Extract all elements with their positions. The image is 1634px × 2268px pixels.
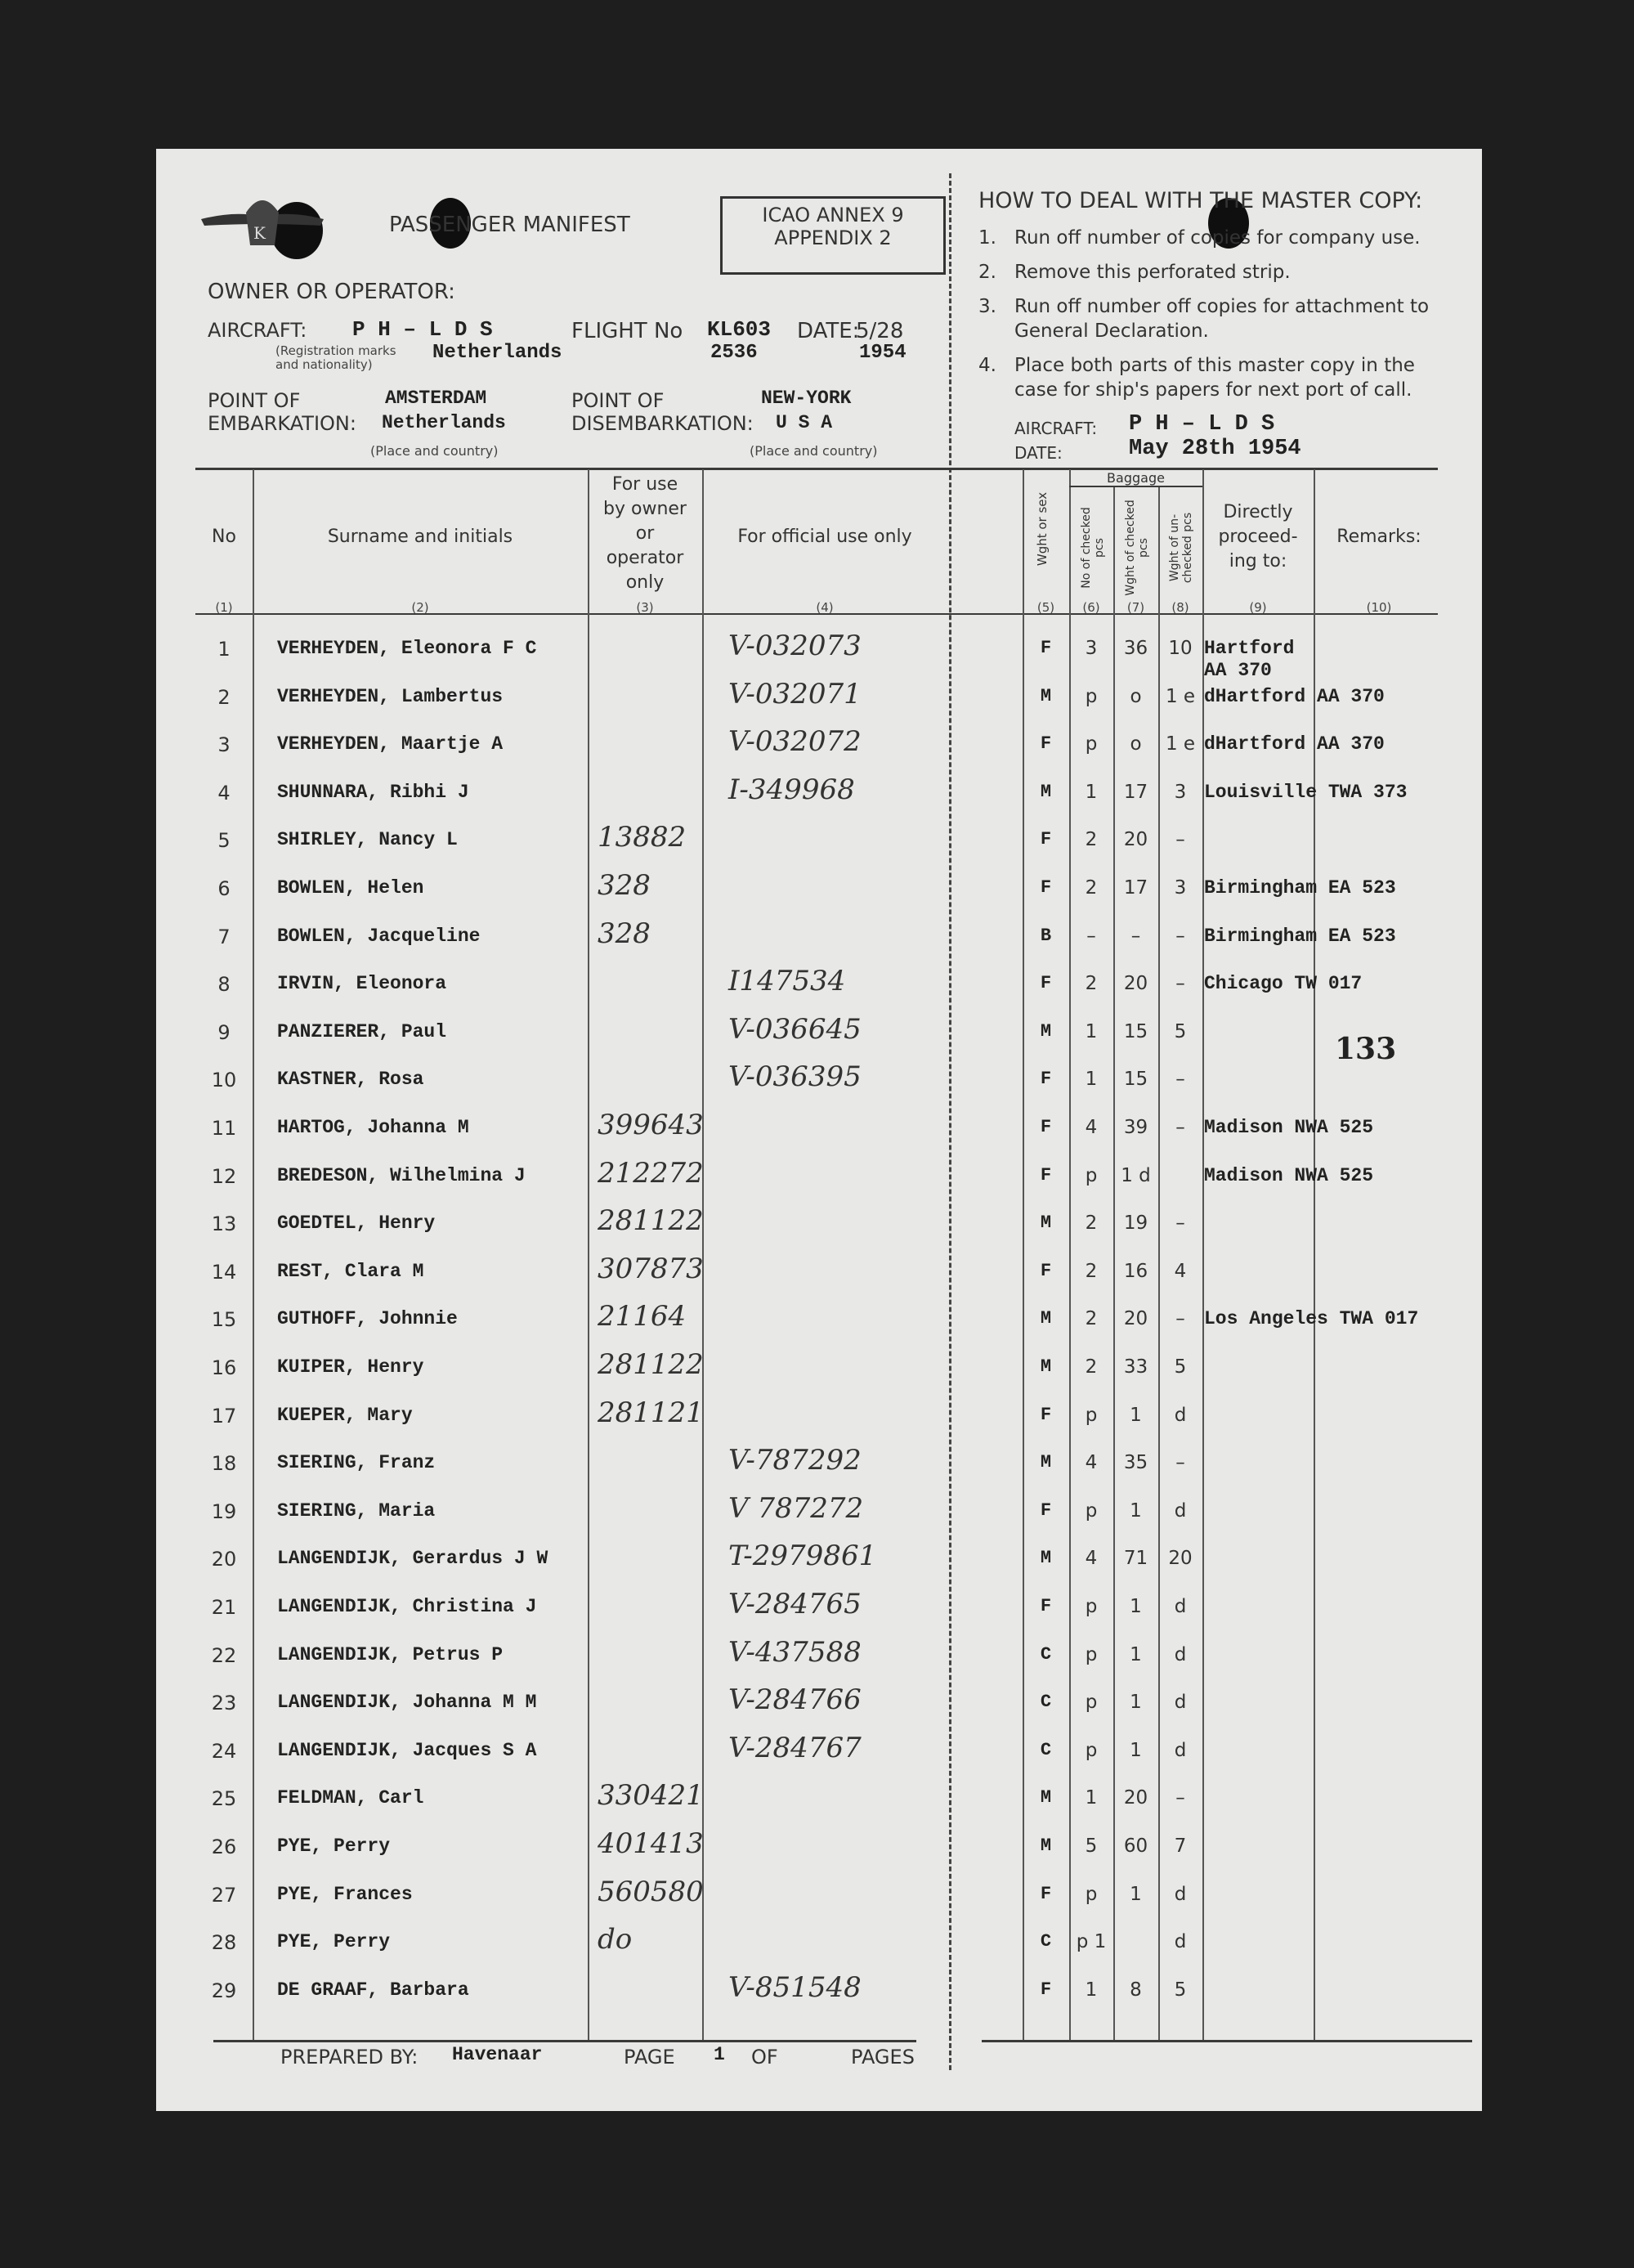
checked-weight: 1	[1130, 1739, 1142, 1761]
row-number: 13	[211, 1212, 237, 1236]
checked-pieces: p	[1085, 1404, 1098, 1426]
column-index: (6)	[1082, 600, 1100, 615]
checked-weight: 60	[1123, 1835, 1148, 1857]
checked-pieces: p 1	[1076, 1931, 1107, 1953]
row-number: 3	[217, 733, 231, 757]
unchecked-weight: d	[1174, 1643, 1187, 1665]
destination: Chicago TW 017	[1204, 973, 1363, 995]
unchecked-weight: d	[1174, 1883, 1187, 1905]
passenger-sex: F	[1040, 1260, 1052, 1281]
unchecked-weight: 10	[1168, 638, 1193, 659]
page-value: 1	[714, 2044, 725, 2065]
unchecked-weight: 5	[1174, 1979, 1187, 2001]
perforated-strip	[949, 173, 951, 2070]
passenger-sex: F	[1040, 1404, 1052, 1425]
owner-number: 281122	[598, 1348, 704, 1381]
disembark-country: U S A	[776, 412, 833, 433]
embark-country: Netherlands	[382, 412, 506, 433]
checked-weight: 1	[1130, 1596, 1142, 1617]
instructions-aircraft-label: AIRCRAFT:	[1014, 419, 1098, 438]
column-index: (8)	[1171, 600, 1189, 615]
unchecked-weight: 20	[1168, 1548, 1193, 1570]
checked-weight: 33	[1123, 1356, 1148, 1378]
row-number: 27	[211, 1883, 237, 1907]
prepared-label: PREPARED BY:	[280, 2046, 419, 2069]
row-number: 28	[211, 1931, 237, 1955]
checked-pieces: 1	[1085, 1787, 1098, 1809]
header-sex: Wght or sex	[1035, 491, 1050, 567]
passenger-name: KUEPER, Mary	[277, 1404, 413, 1426]
row-number: 12	[211, 1164, 237, 1188]
passenger-name: PYE, Frances	[277, 1883, 413, 1905]
instruction-text: case for ship's papers for next port of call.	[1014, 379, 1412, 401]
instructions-date-value: May 28th 1954	[1129, 437, 1301, 461]
unchecked-weight: –	[1175, 1308, 1185, 1330]
header-owner-line: or	[635, 523, 655, 544]
checked-weight: o	[1130, 733, 1142, 755]
unchecked-weight: –	[1175, 1117, 1185, 1138]
checked-pieces: p	[1085, 685, 1098, 707]
passenger-name: GUTHOFF, Johnnie	[277, 1308, 458, 1330]
checked-pieces: 2	[1085, 1260, 1098, 1282]
instruction-num: 4.	[978, 355, 996, 376]
row-number: 16	[211, 1356, 237, 1379]
checked-pieces: p	[1085, 1739, 1098, 1761]
official-number: V 787272	[728, 1491, 864, 1525]
checked-pieces: 2	[1085, 1356, 1098, 1378]
checked-pieces: 4	[1085, 1452, 1098, 1474]
official-number: V-437588	[728, 1635, 862, 1669]
passenger-name: VERHEYDEN, Lambertus	[277, 685, 504, 707]
header-official: For official use only	[737, 527, 912, 547]
table-top-rule	[195, 468, 1438, 470]
instruction-text: General Declaration.	[1014, 320, 1209, 342]
passenger-name: LANGENDIJK, Jacques S A	[277, 1739, 537, 1761]
unchecked-weight: –	[1175, 1452, 1185, 1474]
table-bottom-rule-right	[982, 2040, 1472, 2042]
unchecked-weight: d	[1174, 1596, 1187, 1617]
passenger-sex: F	[1040, 1117, 1052, 1137]
checked-pieces: 2	[1085, 877, 1098, 899]
row-number: 4	[217, 781, 231, 805]
destination: Los Angeles TWA 017	[1204, 1308, 1419, 1330]
annex-line1: ICAO ANNEX 9	[762, 204, 904, 226]
flight-value2: 2536	[710, 342, 758, 364]
checked-weight: 35	[1123, 1452, 1148, 1474]
unchecked-weight: –	[1175, 1069, 1185, 1091]
owner-number: 281122	[598, 1204, 704, 1238]
checked-pieces: 3	[1085, 638, 1098, 659]
instruction-num: 2.	[978, 262, 996, 283]
passenger-name: VERHEYDEN, Maartje A	[277, 733, 504, 755]
checked-weight: 20	[1123, 829, 1148, 851]
checked-pieces: p	[1085, 1499, 1098, 1522]
column-index: (4)	[816, 600, 834, 615]
owner-number: do	[598, 1923, 633, 1956]
owner-number: 560580	[598, 1875, 704, 1908]
svg-text:K: K	[253, 223, 266, 243]
passenger-sex: C	[1040, 1739, 1052, 1760]
row-number: 6	[217, 877, 231, 900]
destination: Birmingham EA 523	[1204, 925, 1396, 947]
column-index: (3)	[636, 600, 654, 615]
unchecked-weight: –	[1175, 1212, 1185, 1235]
row-number: 26	[211, 1835, 237, 1858]
row-number: 2	[217, 685, 231, 709]
passenger-sex: M	[1040, 1212, 1052, 1234]
passenger-name: SHUNNARA, Ribhi J	[277, 781, 469, 803]
embark-label1: POINT OF	[208, 389, 301, 412]
owner-number: 399643	[598, 1109, 704, 1141]
column-index: (2)	[411, 600, 429, 615]
destination: Madison NWA 525	[1204, 1164, 1374, 1186]
column-index: (7)	[1126, 600, 1145, 615]
instructions-heading: HOW TO DEAL WITH THE MASTER COPY:	[978, 188, 1423, 213]
disembark-label2: DISEMBARKATION:	[571, 412, 754, 435]
row-number: 22	[211, 1643, 237, 1667]
checked-pieces: p	[1085, 1883, 1098, 1905]
passenger-name: GOEDTEL, Henry	[277, 1212, 436, 1235]
owner-number: 307873	[598, 1252, 704, 1285]
checked-weight: 1	[1130, 1883, 1142, 1905]
unchecked-weight: d	[1174, 1404, 1187, 1426]
registration-note2: and nationality)	[275, 357, 373, 372]
unchecked-weight: d	[1174, 1692, 1187, 1714]
aircraft-value: P H – L D S	[352, 317, 493, 342]
header-owner-line: For use	[611, 474, 678, 495]
row-number: 5	[217, 829, 231, 853]
passenger-sex: M	[1040, 1787, 1052, 1809]
airline-logo	[201, 188, 324, 253]
row-number: 21	[211, 1596, 237, 1619]
official-number: V-284767	[728, 1731, 862, 1764]
unchecked-weight: –	[1175, 925, 1185, 947]
place-country-note: (Place and country)	[370, 443, 499, 459]
prepared-value: Havenaar	[452, 2044, 543, 2065]
passenger-sex: M	[1040, 1020, 1052, 1042]
checked-weight: 19	[1123, 1212, 1148, 1235]
header-no: No	[212, 527, 236, 547]
icao-annex-box	[720, 196, 946, 275]
unchecked-weight: 5	[1174, 1020, 1187, 1042]
official-number: I-349968	[728, 773, 855, 806]
row-number: 8	[217, 973, 231, 997]
row-number: 11	[211, 1117, 237, 1140]
checked-pieces: 1	[1085, 1069, 1098, 1091]
checked-weight: 17	[1123, 877, 1148, 899]
passenger-name: REST, Clara M	[277, 1260, 424, 1282]
owner-number: 281121	[598, 1396, 704, 1429]
of-label: OF	[751, 2046, 778, 2069]
passenger-sex: F	[1040, 1596, 1052, 1616]
instruction-text: Remove this perforated strip.	[1014, 262, 1291, 283]
owner-number: 212272	[598, 1156, 704, 1190]
unchecked-weight: 5	[1174, 1356, 1187, 1378]
column-index: (9)	[1249, 600, 1267, 615]
disembark-label1: POINT OF	[571, 389, 665, 412]
column-index: (1)	[215, 600, 233, 615]
checked-pieces: 2	[1085, 973, 1098, 995]
destination: Madison NWA 525	[1204, 1117, 1374, 1138]
passenger-name: HARTOG, Johanna M	[277, 1117, 469, 1138]
row-number: 23	[211, 1692, 237, 1715]
checked-weight: o	[1130, 685, 1142, 707]
passenger-name: PYE, Perry	[277, 1931, 391, 1953]
passenger-sex: M	[1040, 1835, 1052, 1856]
owner-number: 401413	[598, 1827, 704, 1860]
official-number: V-032071	[728, 677, 862, 710]
flight-value: KL603	[707, 317, 772, 342]
row-number: 15	[211, 1308, 237, 1332]
checked-pieces: p	[1085, 1692, 1098, 1714]
instruction-num: 3.	[978, 296, 996, 317]
checked-weight: 71	[1123, 1548, 1148, 1570]
checked-pieces: 2	[1085, 1212, 1098, 1235]
checked-pieces: 1	[1085, 1979, 1098, 2001]
checked-pieces: p	[1085, 733, 1098, 755]
passenger-sex: M	[1040, 1548, 1052, 1569]
checked-weight: 1	[1130, 1404, 1142, 1426]
unchecked-weight: –	[1175, 973, 1185, 995]
passenger-sex: M	[1040, 1308, 1052, 1329]
official-number: V-032073	[728, 630, 862, 662]
owner-number: 330421	[598, 1779, 704, 1813]
passenger-name: IRVIN, Eleonora	[277, 973, 447, 995]
passenger-name: VERHEYDEN, Eleonora F C	[277, 638, 537, 659]
checked-pieces: 4	[1085, 1548, 1098, 1570]
header-proceeding-line: proceed-	[1218, 527, 1298, 547]
passenger-name: BOWLEN, Jacqueline	[277, 925, 481, 947]
passenger-sex: F	[1040, 638, 1052, 658]
official-number: V-036395	[728, 1060, 862, 1094]
checked-pieces: p	[1085, 1164, 1098, 1186]
row-number: 14	[211, 1260, 237, 1284]
passenger-name: PYE, Perry	[277, 1835, 391, 1857]
passenger-name: KASTNER, Rosa	[277, 1069, 424, 1091]
checked-weight: 1 d	[1121, 1164, 1151, 1186]
instruction-num: 1.	[978, 227, 996, 249]
destination: Louisville TWA 373	[1204, 781, 1408, 803]
official-number: T-2979861	[728, 1540, 877, 1573]
passenger-name: DE GRAAF, Barbara	[277, 1979, 469, 2001]
checked-weight: 17	[1123, 781, 1148, 803]
passenger-sex: M	[1040, 1356, 1052, 1377]
date-value: 5/28	[856, 319, 904, 343]
checked-pieces: 2	[1085, 829, 1098, 851]
header-proceeding	[1202, 500, 1314, 574]
passenger-sex: F	[1040, 1979, 1052, 2000]
column-index: (10)	[1366, 600, 1392, 615]
row-number: 9	[217, 1020, 231, 1044]
owner-number: 328	[598, 869, 651, 902]
passenger-sex: C	[1040, 1692, 1052, 1713]
passenger-name: LANGENDIJK, Petrus P	[277, 1643, 504, 1665]
checked-weight: 36	[1123, 638, 1148, 659]
row-number: 19	[211, 1499, 237, 1523]
destination: dHartford AA 370	[1204, 685, 1385, 707]
owner-label: OWNER OR OPERATOR:	[208, 280, 455, 304]
passenger-sex: F	[1040, 829, 1052, 850]
checked-weight: 1	[1130, 1643, 1142, 1665]
embark-label2: EMBARKATION:	[208, 412, 356, 435]
unchecked-weight: 1 e	[1165, 685, 1196, 707]
official-number: V-787292	[728, 1444, 862, 1477]
owner-number: 21164	[598, 1300, 687, 1333]
date-label: DATE:	[797, 319, 860, 343]
passenger-sex: M	[1040, 1452, 1052, 1473]
passenger-sex: C	[1040, 1643, 1052, 1665]
header-checked-pcs: No of checked pcs	[1080, 507, 1106, 589]
unchecked-weight: 3	[1174, 781, 1187, 803]
passenger-name: SIERING, Franz	[277, 1452, 436, 1474]
header-owner-line: by owner	[603, 499, 687, 519]
passenger-sex: F	[1040, 1499, 1052, 1521]
header-baggage: Baggage	[1107, 470, 1165, 486]
passenger-name: PANZIERER, Paul	[277, 1020, 447, 1042]
flight-label: FLIGHT No	[571, 319, 683, 343]
official-number: I147534	[728, 965, 846, 998]
instruction-text: Place both parts of this master copy in the	[1014, 355, 1415, 376]
destination: Birmingham EA 523	[1204, 877, 1396, 899]
unchecked-weight: d	[1174, 1931, 1187, 1953]
passenger-sex: F	[1040, 973, 1052, 994]
header-unchecked-wght: Wght of un-checked pcs	[1168, 512, 1194, 584]
passenger-name: FELDMAN, Carl	[277, 1787, 424, 1809]
annex-line2: APPENDIX 2	[774, 226, 892, 249]
row-number: 7	[217, 925, 231, 948]
destination: dHartford AA 370	[1204, 733, 1385, 755]
col-divider	[253, 469, 254, 2040]
official-number: V-036645	[728, 1012, 862, 1046]
official-number: V-284766	[728, 1683, 862, 1717]
checked-weight: 39	[1123, 1117, 1148, 1138]
checked-weight: 8	[1130, 1979, 1142, 2001]
header-owner-use	[588, 473, 702, 595]
official-number: V-284765	[728, 1588, 862, 1620]
passenger-sex: B	[1040, 925, 1052, 946]
row-number: 29	[211, 1979, 237, 2002]
instruction-text: Run off number of copies for company use.	[1014, 227, 1421, 249]
instructions-date-label: DATE:	[1014, 443, 1063, 463]
unchecked-weight: 3	[1174, 877, 1187, 899]
date-year: 1954	[859, 342, 907, 364]
checked-pieces: 5	[1085, 1835, 1098, 1857]
header-proceeding-line: ing to:	[1229, 551, 1287, 571]
passenger-sex: F	[1040, 1883, 1052, 1904]
unchecked-weight: –	[1175, 829, 1185, 851]
passenger-name: LANGENDIJK, Gerardus J W	[277, 1548, 548, 1570]
checked-weight: 20	[1123, 973, 1148, 995]
passenger-sex: M	[1040, 781, 1052, 802]
checked-weight: 1	[1130, 1499, 1142, 1522]
checked-weight: 15	[1123, 1069, 1148, 1091]
column-index: (5)	[1036, 600, 1055, 615]
header-owner-line: only	[625, 572, 665, 593]
nationality: Netherlands	[432, 342, 562, 364]
disembark-city: NEW-YORK	[761, 388, 852, 409]
passenger-sex: C	[1040, 1931, 1052, 1952]
registration-note: (Registration marks	[275, 343, 396, 358]
header-owner-line: operator	[606, 548, 684, 568]
owner-number: 13882	[598, 821, 687, 854]
row-number: 20	[211, 1548, 237, 1571]
embark-city: AMSTERDAM	[385, 388, 487, 409]
stamp-number: 133	[1335, 1032, 1397, 1066]
unchecked-weight: –	[1175, 1787, 1185, 1809]
official-number: V-851548	[728, 1970, 862, 2004]
row-number: 18	[211, 1452, 237, 1476]
passenger-name: KUIPER, Henry	[277, 1356, 424, 1378]
unchecked-weight: 7	[1174, 1835, 1187, 1857]
checked-pieces: –	[1086, 925, 1096, 947]
passenger-name: SHIRLEY, Nancy L	[277, 829, 458, 851]
checked-weight: 20	[1123, 1787, 1148, 1809]
passenger-sex: F	[1040, 1069, 1052, 1090]
destination-line2: AA 370	[1204, 660, 1272, 681]
header-checked-wght: Wght of checked pcs	[1124, 500, 1150, 596]
destination: Hartford	[1204, 638, 1295, 659]
table-bottom-rule	[213, 2040, 916, 2042]
passenger-sex: F	[1040, 733, 1052, 755]
header-proceeding-line: Directly	[1223, 502, 1293, 522]
passenger-sex: M	[1040, 685, 1052, 706]
passenger-sex: F	[1040, 1164, 1052, 1186]
instruction-text: Run off number off copies for attachment to	[1014, 296, 1430, 317]
instructions-aircraft-value: P H – L D S	[1129, 412, 1275, 437]
row-number: 24	[211, 1739, 237, 1763]
checked-weight: 20	[1123, 1308, 1148, 1330]
page-label: PAGE	[624, 2046, 675, 2069]
passenger-name: BREDESON, Wilhelmina J	[277, 1164, 526, 1186]
row-number: 1	[217, 638, 231, 661]
checked-weight: 15	[1123, 1020, 1148, 1042]
unchecked-weight: d	[1174, 1739, 1187, 1761]
header-surname: Surname and initials	[327, 527, 513, 547]
header-remarks: Remarks:	[1336, 527, 1421, 547]
checked-pieces: 1	[1085, 1020, 1098, 1042]
checked-pieces: 2	[1085, 1308, 1098, 1330]
unchecked-weight: d	[1174, 1499, 1187, 1522]
place-country-note-2: (Place and country)	[750, 443, 878, 459]
aircraft-label: AIRCRAFT:	[208, 319, 307, 342]
passenger-sex: F	[1040, 877, 1052, 898]
passenger-name: BOWLEN, Helen	[277, 877, 424, 899]
row-number: 25	[211, 1787, 237, 1811]
form-title: PASSENGER MANIFEST	[389, 213, 630, 237]
checked-weight: 1	[1130, 1692, 1142, 1714]
unchecked-weight: 1 e	[1165, 733, 1196, 755]
passenger-name: SIERING, Maria	[277, 1499, 436, 1522]
checked-pieces: 1	[1085, 781, 1098, 803]
manifest-page	[156, 149, 1482, 2111]
checked-weight: 16	[1123, 1260, 1148, 1282]
official-number: V-032072	[728, 725, 862, 759]
col-divider	[588, 469, 589, 2040]
pages-label: PAGES	[851, 2046, 915, 2069]
row-number: 10	[211, 1069, 237, 1092]
passenger-name: LANGENDIJK, Christina J	[277, 1596, 537, 1617]
owner-number: 328	[598, 917, 651, 950]
row-number: 17	[211, 1404, 237, 1428]
unchecked-weight: 4	[1174, 1260, 1187, 1282]
checked-pieces: 4	[1085, 1117, 1098, 1138]
checked-pieces: p	[1085, 1596, 1098, 1617]
checked-pieces: p	[1085, 1643, 1098, 1665]
passenger-name: LANGENDIJK, Johanna M M	[277, 1692, 537, 1714]
checked-weight: –	[1130, 925, 1141, 947]
